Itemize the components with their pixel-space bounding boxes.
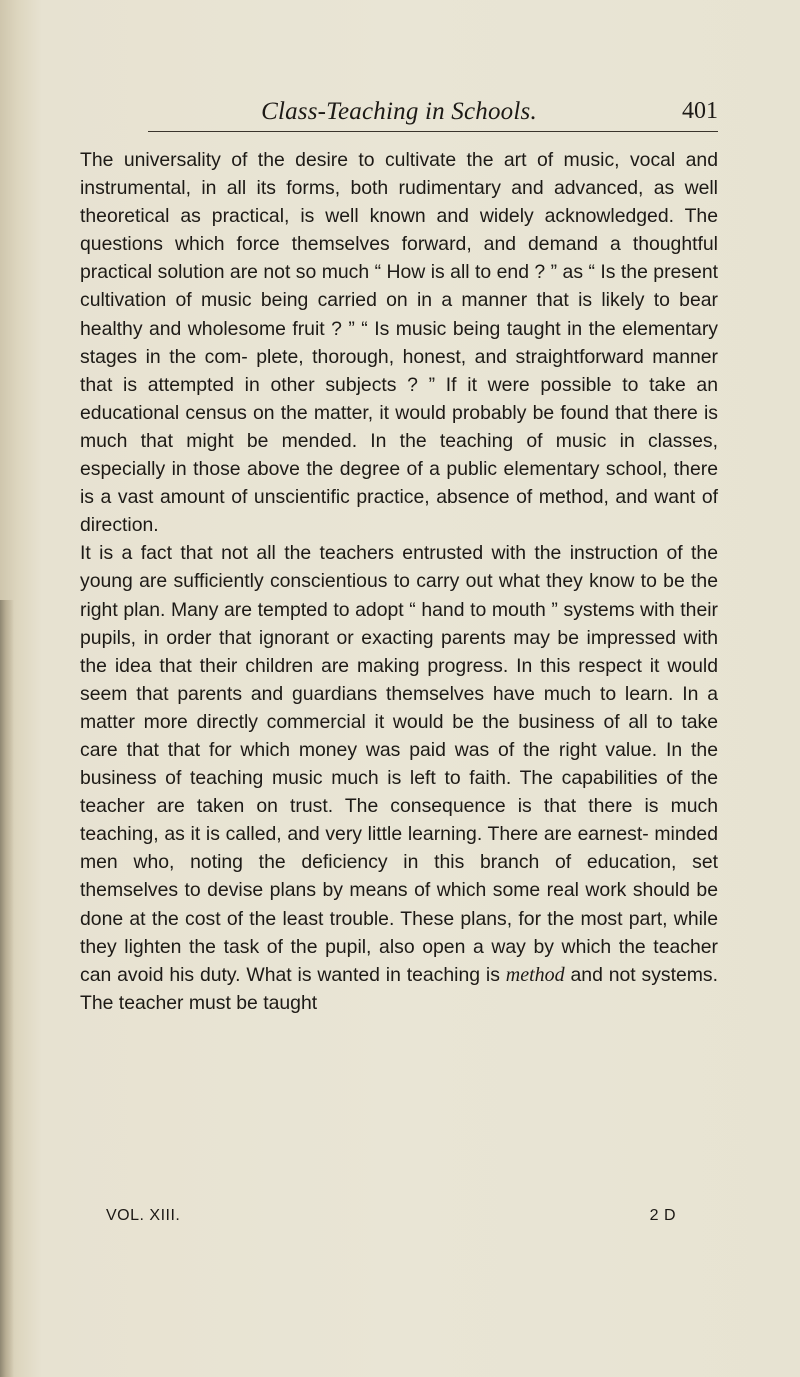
paragraph-1: The universality of the desire to cultivate the art of music, vocal and instrumental, in all its forms, both rudimentary and advanced, as well theoretical as practical, is well known and widely acknowledged. The questions which force themselves forward, and demand a thoughtful practical solution are not so much “ How is all to end ? ” as “ Is the present cultivation of music being carried on in a manner that is likely to bear healthy and wholesome fruit ? ” “ Is music being taught in the elementary stages in the com- plete, thorough, honest, and straightforward manner that is attempted in other subjects ? ” If it were possible to take an educational census on the matter, it would probably be found that there is much that might be mended. In the teaching of music in classes, especially in those above the degree of a public elementary school, there is a vast amount of unscientific practice, absence of method, and want of direction. [80, 149, 718, 537]
paragraph-2-main: It is a fact that not all the teachers entrusted with the instruction of the young are sufficiently conscientious to carry out what they know to be the right plan. Many are tempted to adopt “ hand to mouth ” systems with their pupils, in order that ignorant or exacting parents may be impressed with the idea that their children are making progress. In this respect it would seem that parents and guardians themselves have much to learn. In a matter more directly commercial it would be the business of all to take care that that for which money was paid was of the right value. In the business of teaching music much is left to faith. The capabilities of the teacher are taken on trust. The consequence is that there is much teaching, as it is called, and very little learning. There are earnest- minded men who, noting the deficiency in this branch of education, set themselves to devise plans by means of which some real work should be done at the cost of the least trouble. These plans, for the most part, while they lighten the task of the pupil, also open a way by which the teacher can avoid his duty. What is wanted in teaching is [80, 542, 718, 986]
page-number: 401 [682, 98, 718, 124]
running-title: Class-Teaching in Schools. [261, 98, 537, 125]
binding-shadow [0, 600, 14, 1377]
body-text [80, 146, 718, 1017]
paragraph-2 [80, 539, 718, 1017]
paragraph-2-tail: and not systems. The teacher must be taught [80, 963, 719, 1014]
volume-label: VOL. XIII. [106, 1207, 181, 1224]
emphasis-method: method [505, 963, 565, 986]
running-head [80, 98, 718, 132]
header-rule [148, 131, 718, 132]
signature-mark: 2 D [649, 1207, 676, 1224]
